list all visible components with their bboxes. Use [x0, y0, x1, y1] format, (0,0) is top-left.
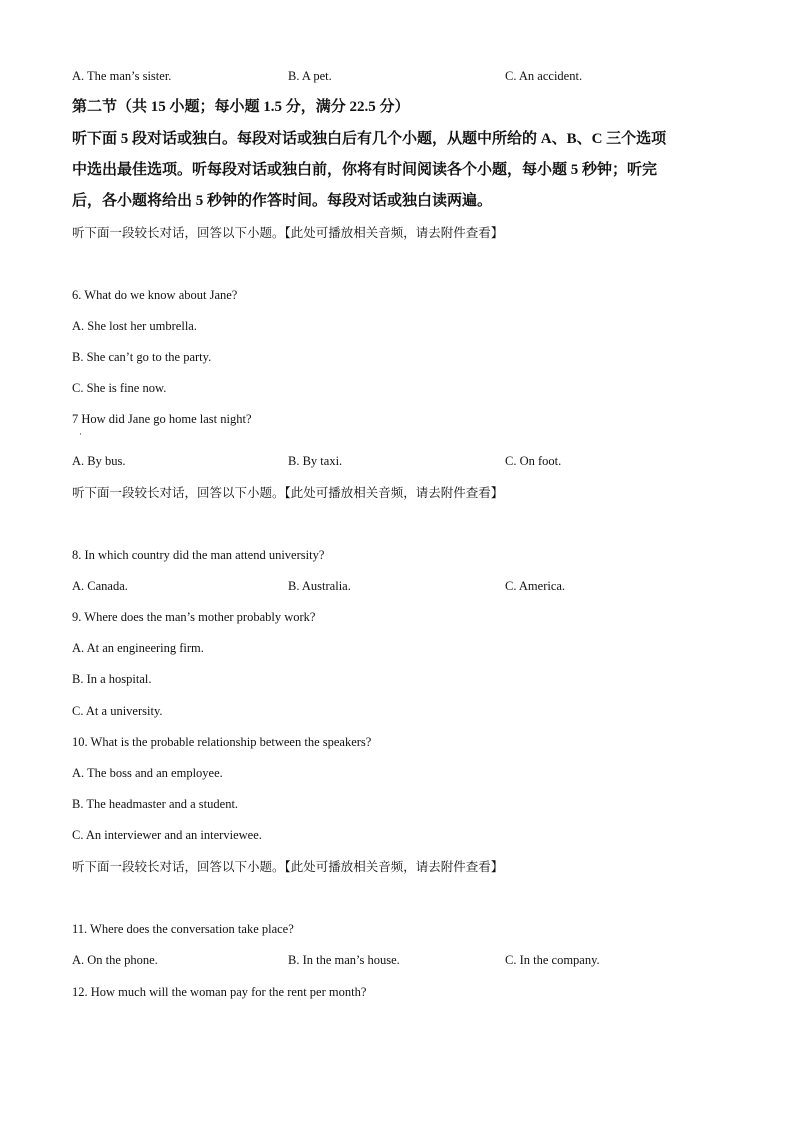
q9-option-a: A. At an engineering firm. — [72, 641, 204, 655]
q7-option-c: C. On foot. — [505, 454, 562, 468]
q8-question: 8. In which country did the man attend university? — [72, 548, 325, 562]
q7-option-a: A. By bus. — [72, 454, 126, 468]
section-title: 第二节（共 15 小题；每小题 1.5 分，满分 22.5 分） — [72, 99, 410, 115]
q9-option-c: C. At a university. — [72, 704, 163, 718]
q5-option-c: C. An accident. — [505, 69, 583, 83]
q10-option-c: C. An interviewer and an interviewee. — [72, 828, 262, 842]
q7-option-b: B. By taxi. — [288, 454, 343, 468]
instructions-line-1: 听下面 5 段对话或独白。每段对话或独白后有几个小题，从题中所给的 A、B、C 三个选项 — [72, 131, 667, 147]
q11-option-b: B. In the man’s house. — [288, 953, 400, 967]
q9-option-b: B. In a hospital. — [72, 672, 152, 686]
q10-option-a: A. The boss and an employee. — [72, 766, 223, 780]
q10-option-b: B. The headmaster and a student. — [72, 797, 239, 811]
q6-option-a: A. She lost her umbrella. — [72, 319, 197, 333]
q9-question: 9. Where does the man’s mother probably work? — [72, 610, 316, 624]
q11-option-c: C. In the company. — [505, 953, 600, 967]
q6-option-c: C. She is fine now. — [72, 381, 167, 395]
q12-question: 12. How much will the woman pay for the rent per month? — [72, 985, 367, 999]
audio-note-2: 听下面一段较长对话，回答以下小题。【此处可播放相关音频，请去附件查看】 — [72, 486, 504, 500]
q8-option-b: B. Australia. — [288, 579, 351, 593]
q5-option-b: B. A pet. — [288, 69, 332, 83]
q10-question: 10. What is the probable relationship between the speakers? — [72, 735, 372, 749]
q8-option-c: C. America. — [505, 579, 566, 593]
q7-question: 7 How did Jane go home last night? — [72, 412, 252, 426]
q11-option-a: A. On the phone. — [72, 953, 158, 967]
audio-note-3: 听下面一段较长对话，回答以下小题。【此处可播放相关音频，请去附件查看】 — [72, 860, 504, 874]
q8-option-a: A. Canada. — [72, 579, 128, 593]
audio-note-1: 听下面一段较长对话，回答以下小题。【此处可播放相关音频，请去附件查看】 — [72, 226, 504, 240]
q11-question: 11. Where does the conversation take place? — [72, 922, 294, 936]
q6-question: 6. What do we know about Jane? — [72, 288, 238, 302]
q5-option-a: A. The man’s sister. — [72, 69, 172, 83]
q7-dot-mark: · — [79, 429, 82, 439]
instructions-line-3: 后，各小题将给出 5 秒钟的作答时间。每段对话或独白读两遍。 — [72, 193, 493, 209]
q6-option-b: B. She can’t go to the party. — [72, 350, 212, 364]
instructions-line-2: 中选出最佳选项。听每段对话或独白前，你将有时间阅读各个小题，每小题 5 秒钟；听完 — [72, 162, 658, 178]
